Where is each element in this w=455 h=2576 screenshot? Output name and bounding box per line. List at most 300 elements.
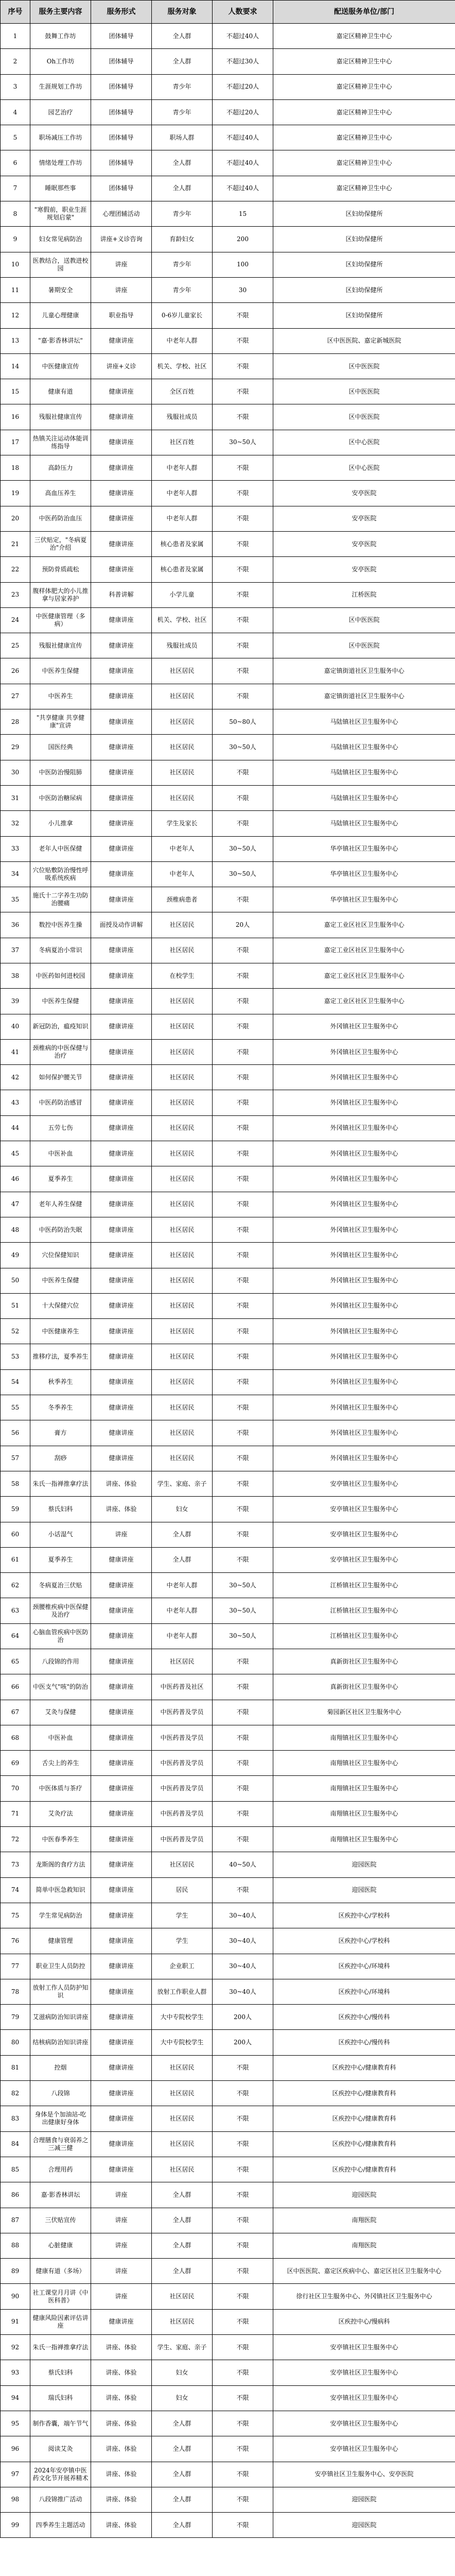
cell-headcount: 不限 [213,1039,273,1064]
cell-headcount: 不限 [213,506,273,531]
cell-target: 在校学生 [152,963,213,988]
cell-target: 社区居民 [152,760,213,785]
cell-headcount: 不限 [213,1649,273,1674]
table-row [1,607,455,633]
cell-target: 0-6岁儿童家长 [152,303,213,328]
cell-index: 85 [1,2157,30,2182]
header-headcount: 人数要求 [213,1,273,24]
cell-unit: 安亭镇社区卫生服务中心 [273,1471,455,1496]
cell-index: 91 [1,2309,30,2334]
cell-target: 职场人群 [152,125,213,150]
cell-index: 30 [1,760,30,785]
cell-format: 健康讲座 [91,658,152,684]
table-row [1,1649,455,1674]
cell-target: 中老年人 [152,836,213,861]
cell-target: 中医药普及学员 [152,1700,213,1725]
cell-content: 中医健康养生 [30,1319,91,1344]
cell-unit: 安亭镇社区卫生服务中心 [273,1497,455,1522]
cell-unit: 外冈镇社区卫生服务中心 [273,1166,455,1192]
cell-headcount: 不限 [213,1293,273,1318]
cell-unit: 区疾控中心/健康教育科 [273,2081,455,2106]
cell-index: 16 [1,404,30,430]
cell-index: 72 [1,1827,30,1852]
cell-headcount: 不限 [213,1014,273,1039]
cell-unit: 区中医医院、嘉定新城医院 [273,328,455,353]
cell-format: 团体辅导 [91,99,152,125]
cell-target: 学生、家庭、亲子 [152,1471,213,1496]
table-row [1,1369,455,1395]
cell-headcount: 不超过40人 [213,24,273,49]
cell-format: 讲座、体验 [91,2335,152,2360]
table-row [1,252,455,277]
table-row [1,1547,455,1572]
cell-target: 社区居民 [152,785,213,810]
cell-index: 32 [1,811,30,836]
cell-content: 秋季养生 [30,1369,91,1395]
cell-target: 机关、学校、社区 [152,353,213,379]
table-body [1,24,455,2538]
cell-target: 社区居民 [152,684,213,709]
cell-format: 健康讲座 [91,1319,152,1344]
cell-format: 健康讲座 [91,2309,152,2334]
cell-headcount: 30~40人 [213,1979,273,2004]
cell-format: 科普讲解 [91,582,152,607]
cell-index: 19 [1,481,30,506]
cell-content: 施氏十二字养生功防治腰痛 [30,887,91,912]
cell-index: 2 [1,49,30,74]
cell-target: 妇女 [152,2385,213,2411]
cell-content: 穴位保健知识 [30,1243,91,1268]
cell-content: 中医养生 [30,684,91,709]
cell-format: 健康讲座 [91,2005,152,2030]
cell-content: 健康有道（多场） [30,2259,91,2284]
cell-headcount: 不限 [213,1547,273,1572]
cell-unit: 外冈镇社区卫生服务中心 [273,1192,455,1217]
table-row [1,1852,455,1877]
cell-target: 社区居民 [152,1090,213,1115]
cell-format: 健康讲座 [91,1573,152,1598]
table-row [1,1573,455,1598]
cell-content: 中医防治糖尿病 [30,785,91,810]
cell-target: 学生 [152,1903,213,1928]
cell-format: 讲座 [91,277,152,302]
cell-headcount: 不限 [213,2411,273,2436]
cell-index: 15 [1,379,30,404]
cell-target: 全人群 [152,150,213,176]
cell-format: 职业指导 [91,303,152,328]
cell-unit: 区疾控中心/健康教育科 [273,2055,455,2080]
table-row [1,785,455,810]
cell-content: 八段锦的作用 [30,1649,91,1674]
cell-format: 健康讲座 [91,328,152,353]
cell-unit: 区疾控中心/慢病科 [273,2309,455,2334]
cell-index: 48 [1,1217,30,1242]
cell-content: 蔡氏妇科 [30,1497,91,1522]
cell-format: 健康讲座 [91,404,152,430]
cell-headcount: 30~50人 [213,836,273,861]
cell-content: 瑞氏妇科 [30,2385,91,2411]
cell-content: 艾灸疗法 [30,1801,91,1826]
cell-content: 职业卫生人员防控 [30,1954,91,1979]
cell-format: 健康讲座 [91,1395,152,1420]
cell-format: 健康讲座 [91,531,152,556]
cell-index: 55 [1,1395,30,1420]
cell-format: 讲座 [91,2208,152,2233]
cell-format: 健康讲座 [91,1446,152,1471]
cell-unit: 安亭医院 [273,506,455,531]
cell-target: 青少年 [152,74,213,99]
cell-headcount: 不限 [213,2157,273,2182]
cell-unit: 安亭镇社区卫生服务中心 [273,1522,455,1547]
cell-unit: 江桥镇社区卫生服务中心 [273,1623,455,1649]
cell-unit: 江桥镇社区卫生服务中心 [273,1573,455,1598]
cell-format: 讲座+义诊咨询 [91,227,152,252]
cell-unit: 区妇幼保健所 [273,252,455,277]
cell-target: 全人群 [152,1547,213,1572]
cell-format: 健康讲座 [91,861,152,887]
cell-format: 健康讲座 [91,1243,152,1268]
cell-unit: 外冈镇社区卫生服务中心 [273,1115,455,1141]
cell-format: 健康讲座 [91,1014,152,1039]
cell-headcount: 40~50人 [213,1852,273,1877]
cell-format: 健康讲座 [91,1700,152,1725]
cell-target: 社区居民 [152,1192,213,1217]
cell-format: 讲座、体验 [91,2385,152,2411]
table-row [1,1623,455,1649]
cell-headcount: 不限 [213,2385,273,2411]
cell-headcount: 不限 [213,1090,273,1115]
cell-unit: 外冈镇社区卫生服务中心 [273,1039,455,1064]
cell-index: 99 [1,2513,30,2538]
cell-index: 78 [1,1979,30,2004]
cell-unit: 马陆镇社区卫生服务中心 [273,735,455,760]
cell-target: 社区居民 [152,2131,213,2157]
cell-unit: 华亭镇社区卫生服务中心 [273,887,455,912]
table-row [1,1446,455,1471]
cell-index: 64 [1,1623,30,1649]
cell-index: 60 [1,1522,30,1547]
cell-content: 嘉·影香林讲坛 [30,2182,91,2208]
cell-target: 中医药普及学员 [152,1725,213,1750]
cell-index: 49 [1,1243,30,1268]
cell-target: 学生及家长 [152,811,213,836]
cell-unit: 迎园医院 [273,1877,455,1903]
cell-unit: 外冈镇社区卫生服务中心 [273,1293,455,1318]
cell-target: 社区居民 [152,2157,213,2182]
cell-content: 朱氏一指禅推拿疗法 [30,2335,91,2360]
cell-unit: 区中心医院 [273,455,455,481]
cell-index: 79 [1,2005,30,2030]
cell-unit: 嘉定区精神卫生中心 [273,125,455,150]
table-row [1,1344,455,1369]
cell-unit: 区中医医院 [273,607,455,633]
cell-target: 社区居民 [152,1852,213,1877]
cell-format: 讲座、体验 [91,2411,152,2436]
cell-content: 夏季养生 [30,1547,91,1572]
cell-format: 健康讲座 [91,1217,152,1242]
table-row [1,2513,455,2538]
cell-headcount: 不限 [213,811,273,836]
cell-index: 47 [1,1192,30,1217]
cell-unit: 真新街社区卫生服务中心 [273,1649,455,1674]
cell-headcount: 不限 [213,2259,273,2284]
table-row [1,1700,455,1725]
cell-headcount: 不限 [213,1395,273,1420]
cell-headcount: 不限 [213,1065,273,1090]
cell-format: 团体辅导 [91,176,152,201]
table-row [1,201,455,227]
cell-index: 58 [1,1471,30,1496]
table-row [1,1522,455,1547]
cell-target: 育龄妇女 [152,227,213,252]
cell-unit: 嘉定工业区社区卫生服务中心 [273,938,455,963]
table-row [1,2284,455,2309]
cell-index: 84 [1,2131,30,2157]
cell-target: 社区居民 [152,1293,213,1318]
cell-format: 团体辅导 [91,49,152,74]
cell-headcount: 不限 [213,2284,273,2309]
table-row [1,1268,455,1293]
cell-unit: 外冈镇社区卫生服务中心 [273,1319,455,1344]
cell-content: 十大保健穴位 [30,1293,91,1318]
cell-format: 讲座、体验 [91,1471,152,1496]
cell-headcount: 不限 [213,785,273,810]
cell-content: 合理膳食与衰弱养之三减三健 [30,2131,91,2157]
cell-unit: 江桥医院 [273,582,455,607]
cell-unit: 嘉定工业区社区卫生服务中心 [273,963,455,988]
cell-format: 讲座、体验 [91,2360,152,2385]
cell-index: 37 [1,938,30,963]
table-row [1,735,455,760]
table-row [1,1166,455,1192]
cell-headcount: 30~50人 [213,1598,273,1623]
cell-target: 社区居民 [152,2081,213,2106]
cell-format: 讲座 [91,2182,152,2208]
cell-target: 社区居民 [152,2106,213,2131]
cell-target: 青少年 [152,252,213,277]
table-row [1,74,455,99]
cell-content: 冬病夏治三伏贴 [30,1573,91,1598]
cell-unit: 区妇幼保健所 [273,303,455,328]
table-row [1,1420,455,1446]
cell-format: 面授及动作讲解 [91,912,152,938]
cell-content: 穴位贴敷防治慢性呼吸系统疾病 [30,861,91,887]
cell-headcount: 不限 [213,760,273,785]
cell-headcount: 不限 [213,1268,273,1293]
cell-format: 健康讲座 [91,1903,152,1928]
cell-content: 热镇关注运动体能训练指导 [30,430,91,455]
cell-format: 健康讲座 [91,557,152,582]
table-row [1,2055,455,2080]
cell-format: 团体辅导 [91,74,152,99]
cell-headcount: 不超过20人 [213,74,273,99]
cell-target: 社区百姓 [152,430,213,455]
table-row [1,1090,455,1115]
cell-headcount: 不限 [213,2182,273,2208]
cell-unit: 安亭镇社区卫生服务中心 [273,2436,455,2462]
cell-unit: 外冈镇社区卫生服务中心 [273,1369,455,1395]
table-row [1,1293,455,1318]
cell-headcount: 15 [213,201,273,227]
cell-target: 全人群 [152,24,213,49]
cell-target: 社区居民 [152,1268,213,1293]
cell-headcount: 不限 [213,455,273,481]
cell-index: 14 [1,353,30,379]
cell-target: 核心患者及家属 [152,531,213,556]
cell-unit: 区中医医院 [273,633,455,658]
cell-format: 健康讲座 [91,709,152,735]
table-row [1,912,455,938]
table-row [1,582,455,607]
cell-unit: 外冈镇社区卫生服务中心 [273,1344,455,1369]
cell-headcount: 不限 [213,1751,273,1776]
cell-unit: 外冈镇社区卫生服务中心 [273,1243,455,1268]
cell-content: 中医补血 [30,1141,91,1166]
cell-format: 健康讲座 [91,1598,152,1623]
cell-target: 社区居民 [152,2055,213,2080]
table-row [1,1497,455,1522]
cell-index: 43 [1,1090,30,1115]
cell-headcount: 不限 [213,582,273,607]
cell-headcount: 不限 [213,303,273,328]
cell-unit: 马陆镇社区卫生服务中心 [273,811,455,836]
cell-index: 25 [1,633,30,658]
cell-format: 健康讲座 [91,1115,152,1141]
cell-content: 三伏贴定，"冬病夏治"介绍 [30,531,91,556]
cell-target: 全人群 [152,2462,213,2487]
cell-target: 社区居民 [152,1115,213,1141]
cell-target: 社区居民 [152,1344,213,1369]
table-header-row [1,1,455,24]
cell-content: 推移疗法，夏季养生 [30,1344,91,1369]
cell-format: 健康讲座 [91,2106,152,2131]
cell-content: 制作香囊，端午节气 [30,2411,91,2436]
cell-format: 健康讲座 [91,1090,152,1115]
cell-target: 小学儿童 [152,582,213,607]
cell-content: 情绪处理工作坊 [30,150,91,176]
table-row [1,2385,455,2411]
table-row [1,481,455,506]
table-row [1,658,455,684]
cell-index: 81 [1,2055,30,2080]
cell-content: 腹样体肥大的小儿推拿与居家养护 [30,582,91,607]
table-row [1,2309,455,2334]
cell-target: 社区居民 [152,2309,213,2334]
cell-target: 社区居民 [152,1420,213,1446]
cell-unit: 区中心医院 [273,430,455,455]
cell-unit: 区妇幼保健所 [273,227,455,252]
cell-headcount: 不限 [213,1877,273,1903]
table-row [1,2030,455,2055]
cell-content: Oh工作坊 [30,49,91,74]
cell-unit: 安亭镇社区卫生服务中心、安亭医院 [273,2462,455,2487]
cell-content: 放射工作人员防护知识 [30,1979,91,2004]
cell-content: "共享健康 共享健康"宣讲 [30,709,91,735]
cell-headcount: 不限 [213,2335,273,2360]
cell-headcount: 不限 [213,2462,273,2487]
cell-content: 鼓舞工作坊 [30,24,91,49]
cell-format: 健康讲座 [91,735,152,760]
cell-unit: 马陆镇社区卫生服务中心 [273,785,455,810]
cell-content: 冬病夏治小常识 [30,938,91,963]
table-row [1,125,455,150]
cell-unit: 安亭医院 [273,481,455,506]
cell-unit: 菊园新区社区卫生服务中心 [273,1700,455,1725]
cell-target: 中老年人群 [152,1573,213,1598]
cell-format: 团体辅导 [91,125,152,150]
cell-content: 简单中医急救知识 [30,1877,91,1903]
cell-content: 小儿推拿 [30,811,91,836]
cell-content: 刮痧 [30,1446,91,1471]
cell-index: 87 [1,2208,30,2233]
cell-content: 老年人养生保健 [30,1192,91,1217]
cell-unit: 外冈镇社区卫生服务中心 [273,1065,455,1090]
table-row [1,1395,455,1420]
table-row [1,2233,455,2258]
table-row [1,1903,455,1928]
cell-target: 残服社成员 [152,404,213,430]
table-row [1,557,455,582]
cell-content: 数控中医养生操 [30,912,91,938]
cell-target: 社区居民 [152,2284,213,2309]
cell-target: 全人群 [152,2411,213,2436]
cell-content: 健康管理 [30,1928,91,1954]
cell-headcount: 不限 [213,328,273,353]
cell-headcount: 不限 [213,2055,273,2080]
table-row [1,1801,455,1826]
cell-unit: 安亭镇社区卫生服务中心 [273,2360,455,2385]
cell-target: 全人群 [152,2233,213,2258]
table-row [1,303,455,328]
cell-unit: 安亭镇社区卫生服务中心 [273,2411,455,2436]
cell-target: 大中专院校学生 [152,2030,213,2055]
cell-format: 健康讲座 [91,2157,152,2182]
cell-unit: 迎园医院 [273,2513,455,2538]
cell-format: 健康讲座 [91,1801,152,1826]
cell-headcount: 200 [213,227,273,252]
cell-target: 放射工作职业人群 [152,1979,213,2004]
cell-headcount: 不限 [213,404,273,430]
cell-index: 65 [1,1649,30,1674]
cell-content: 阅读艾灸 [30,2436,91,2462]
cell-index: 98 [1,2487,30,2512]
cell-format: 健康讲座 [91,1954,152,1979]
cell-content: 中医防治慢阻肺 [30,760,91,785]
cell-target: 妇女 [152,1497,213,1522]
cell-index: 68 [1,1725,30,1750]
cell-unit: 嘉定工业区社区卫生服务中心 [273,912,455,938]
cell-content: 中医春季养生 [30,1827,91,1852]
cell-content: 三伏贴宣传 [30,2208,91,2233]
cell-unit: 外冈镇社区卫生服务中心 [273,1141,455,1166]
cell-headcount: 不限 [213,684,273,709]
table-row [1,379,455,404]
cell-format: 健康讲座 [91,1877,152,1903]
cell-index: 95 [1,2411,30,2436]
table-row [1,861,455,887]
table-row [1,150,455,176]
cell-headcount: 不限 [213,1700,273,1725]
cell-unit: 南翔医院 [273,2208,455,2233]
cell-target: 中医药普及学员 [152,1827,213,1852]
cell-index: 6 [1,150,30,176]
cell-target: 社区居民 [152,938,213,963]
cell-target: 中老年人群 [152,481,213,506]
cell-headcount: 不限 [213,887,273,912]
cell-headcount: 不限 [213,1369,273,1395]
cell-target: 中医药普及学员 [152,1751,213,1776]
cell-content: 冬季养生 [30,1395,91,1420]
